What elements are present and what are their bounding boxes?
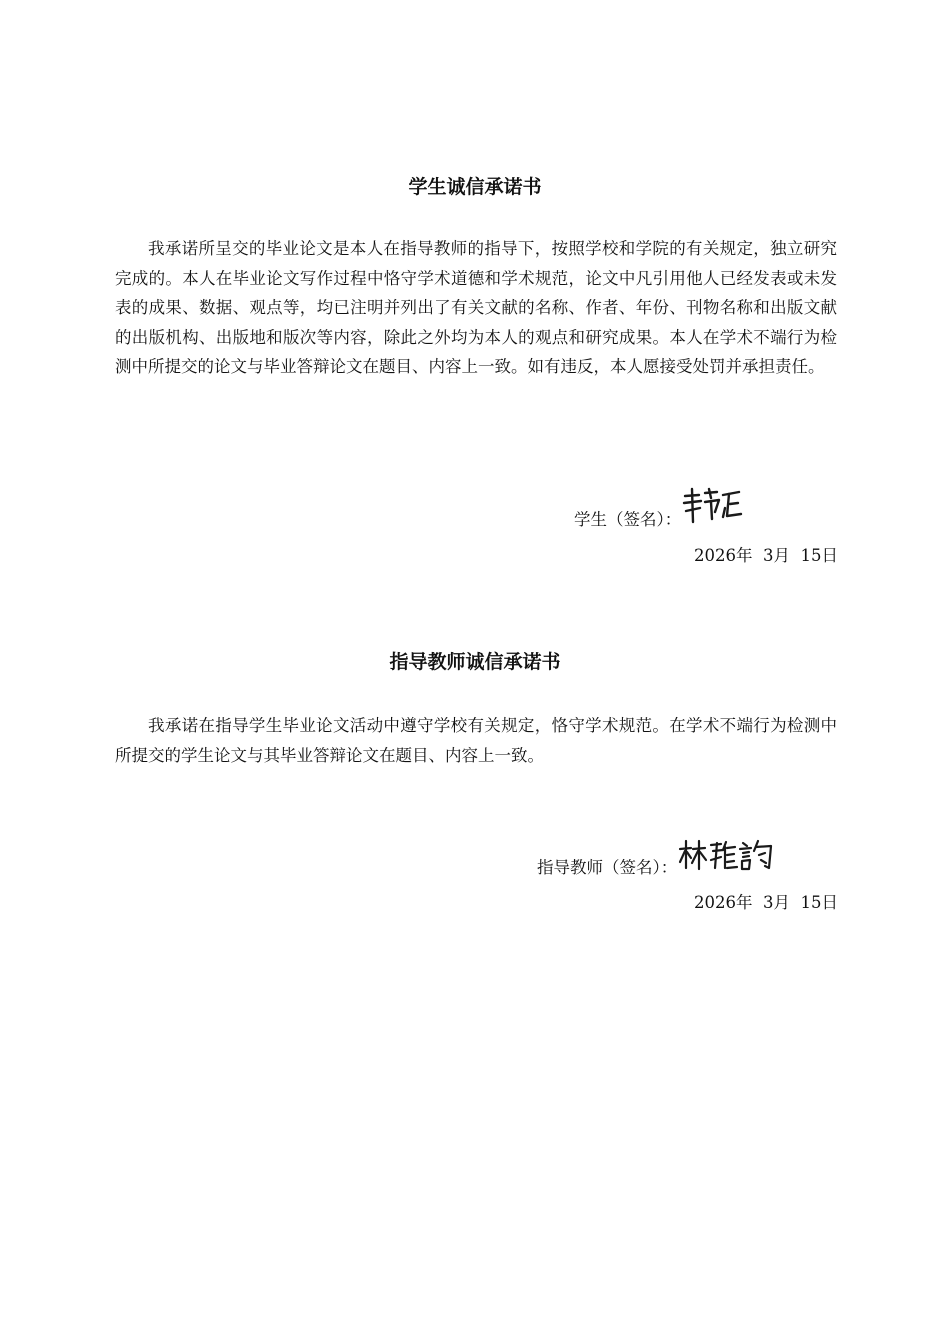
student-pledge-paragraph: 我承诺所呈交的毕业论文是本人在指导教师的指导下，按照学校和学院的有关规定，独立研究完成的。本人在毕业论文写作过程中恪守学术道德和学术规范，论文中凡引用他人已经发表或未发表的成果、数据、观点等，均已注明并列出了有关文献的名称、作者、年份、刊物名称和出版文献的出版机构、出版地和版次等内容，除此之外均为本人的观点和研究成果。本人在学术不端行为检测中所提交的论文与毕业答辩论文在题目、内容上一致。如有违反，本人愿接受处罚并承担责任。 <box>115 239 837 376</box>
student-pledge-title: 学生诚信承诺书 <box>408 176 542 198</box>
advisor-signature-label: 指导教师（签名）： <box>537 858 678 877</box>
student-signature-row <box>574 486 747 530</box>
advisor-handwritten-signature <box>677 838 777 878</box>
student-handwritten-signature <box>681 486 747 530</box>
advisor-pledge-title: 指导教师诚信承诺书 <box>389 651 561 673</box>
student-signature-label: 学生（签名）： <box>574 510 682 529</box>
advisor-pledge-paragraph: 我承诺在指导学生毕业论文活动中遵守学校有关规定，恪守学术规范。在学术不端行为检测中所提交的学生论文与其毕业答辩论文在题目、内容上一致。 <box>115 716 837 765</box>
advisor-signature-date: 2026年 3月 15日 <box>694 893 838 912</box>
advisor-signature-row <box>537 838 777 878</box>
student-signature-date: 2026年 3月 15日 <box>694 546 838 565</box>
